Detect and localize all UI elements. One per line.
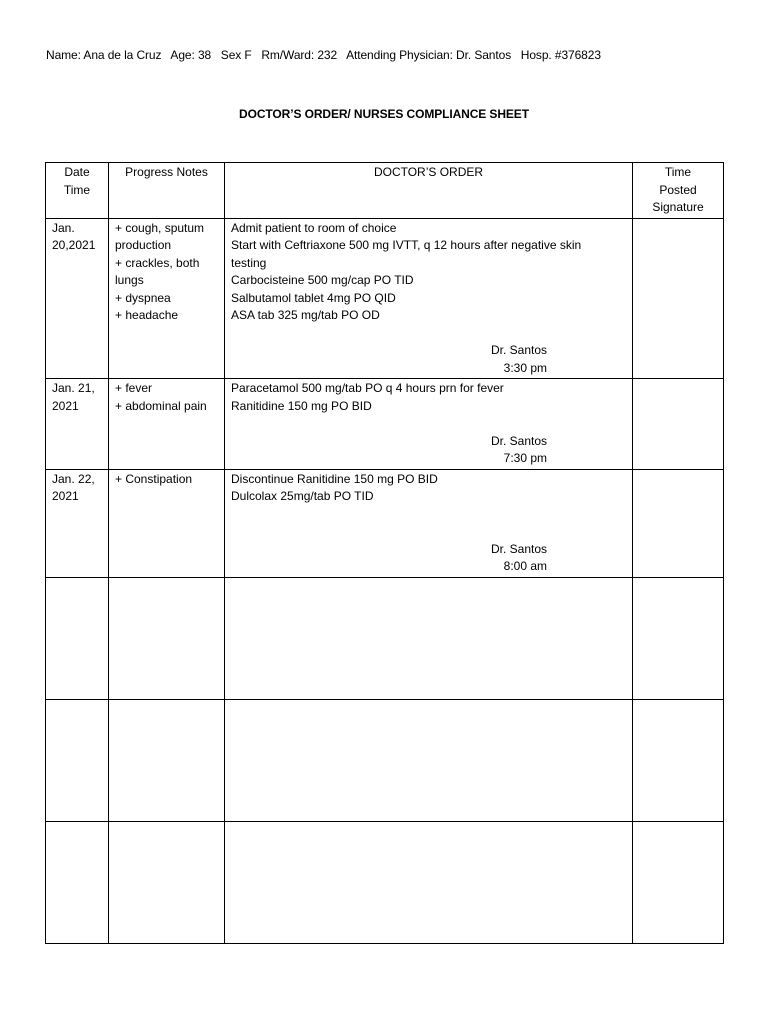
empty-cell (633, 699, 724, 821)
empty-cell (225, 699, 633, 821)
order-line: Ranitidine 150 mg PO BID (231, 398, 372, 413)
entry-date-line: Jan. 22, (52, 471, 95, 486)
table-header-row (46, 163, 724, 219)
empty-cell (109, 821, 225, 943)
table-row (46, 379, 724, 470)
physician-signature: Dr. Santos (490, 433, 547, 448)
document-title: DOCTOR’S ORDER/ NURSES COMPLIANCE SHEET (239, 107, 529, 121)
empty-cell (225, 577, 633, 699)
progress-note-line: + abdominal pain (115, 398, 207, 413)
progress-note-line: production (115, 238, 172, 252)
empty-cell (109, 577, 225, 699)
entry-date-line: 2021 (52, 398, 79, 413)
entry-signature-cell (633, 218, 724, 379)
header-date-label: Date (64, 165, 90, 179)
empty-cell (109, 699, 225, 821)
order-time: 8:00 am (503, 559, 547, 573)
progress-note-line: + fever (115, 381, 153, 395)
progress-note-line: + Constipation (115, 471, 193, 486)
entry-notes-cell (109, 379, 225, 470)
order-line: Discontinue Ranitidine 150 mg PO BID (231, 471, 438, 486)
header-progress-notes (109, 163, 225, 219)
order-line: Admit patient to room of choice (231, 220, 397, 235)
empty-cell (46, 577, 109, 699)
order-time: 7:30 pm (503, 451, 547, 465)
empty-cell (225, 821, 633, 943)
progress-note-line: + crackles, both (115, 255, 200, 270)
spacer (231, 325, 626, 343)
table-row (46, 218, 724, 379)
spacer (231, 415, 626, 433)
header-doctors-order-label: DOCTOR’S ORDER (373, 165, 484, 179)
entry-date-line: Jan. 21, (52, 381, 95, 395)
table-row (46, 469, 724, 577)
entry-date-line: Jan. (52, 220, 75, 235)
header-time-label: Time (63, 182, 91, 197)
order-line: Start with Ceftriaxone 500 mg IVTT, q 12 hours after negative skin (231, 238, 582, 252)
header-time-label-2: Time (664, 165, 692, 179)
compliance-table (45, 162, 724, 944)
order-line: testing (231, 255, 267, 270)
entry-notes-cell (109, 469, 225, 577)
header-doctors-order (225, 163, 633, 219)
entry-date-line: 20,2021 (52, 238, 96, 252)
progress-note-line: + cough, sputum (115, 220, 205, 235)
patient-info-line: Name: Ana de la Cruz Age: 38 Sex F Rm/Ward: 232 Attending Physician: Dr. Santos Hosp. #376823 (46, 48, 601, 62)
header-posted-label: Posted (659, 182, 697, 197)
spacer (231, 506, 626, 541)
order-line: ASA tab 325 mg/tab PO OD (231, 308, 380, 322)
entry-order-cell (225, 218, 633, 379)
order-line: Carbocisteine 500 mg/cap PO TID (231, 273, 414, 287)
table-row-blank (46, 699, 724, 821)
physician-signature: Dr. Santos (490, 343, 547, 357)
empty-cell (46, 699, 109, 821)
order-time: 3:30 pm (503, 360, 547, 375)
entry-signature-cell (633, 379, 724, 470)
order-line: Salbutamol tablet 4mg PO QID (231, 290, 396, 305)
entry-date-cell (46, 218, 109, 379)
entry-order-cell (225, 379, 633, 470)
header-date-time (46, 163, 109, 219)
entry-date-cell (46, 469, 109, 577)
header-progress-notes-label: Progress Notes (125, 165, 208, 179)
progress-note-line: + dyspnea (115, 290, 171, 305)
entry-date-line: 2021 (52, 489, 79, 503)
table-row-blank (46, 577, 724, 699)
table-row-blank (46, 821, 724, 943)
order-line: Dulcolax 25mg/tab PO TID (231, 489, 374, 503)
empty-cell (633, 821, 724, 943)
progress-note-line: + headache (115, 308, 179, 322)
empty-cell (633, 577, 724, 699)
header-signature-label: Signature (652, 200, 704, 214)
entry-order-cell (225, 469, 633, 577)
entry-notes-cell (109, 218, 225, 379)
order-line: Paracetamol 500 mg/tab PO q 4 hours prn for fever (231, 381, 504, 395)
physician-signature: Dr. Santos (490, 541, 547, 556)
entry-signature-cell (633, 469, 724, 577)
progress-note-line: lungs (115, 273, 144, 287)
header-time-posted-signature (633, 163, 724, 219)
empty-cell (46, 821, 109, 943)
entry-date-cell (46, 379, 109, 470)
